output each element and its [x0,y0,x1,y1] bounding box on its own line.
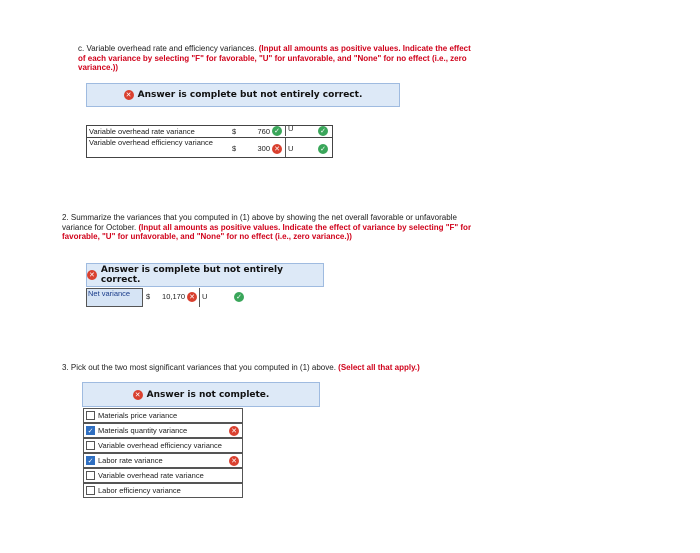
option-label: Variable overhead efficiency variance [98,441,222,450]
q2-text: Summarize the variances that you computed in (1) above by showing the net overall favorable or unfavorable variance for October. [62,213,457,232]
option-labor-rate[interactable] [83,453,243,468]
row-label-efficiency: Variable overhead efficiency variance [89,138,213,147]
option-label: Materials price variance [98,411,178,420]
banner-text: Answer is complete but not entirely correct. [100,265,283,285]
option-labor-efficiency[interactable] [83,483,243,498]
check-circle-icon: ✓ [318,126,328,136]
net-variance-label: Net variance [86,288,143,307]
check-circle-icon: ✓ [318,144,328,154]
option-label: Labor rate variance [98,456,163,465]
currency-symbol: $ [146,292,151,301]
option-materials-quantity[interactable] [83,423,243,438]
currency-symbol: $ [232,127,237,136]
checkbox-checked[interactable]: ✓ [87,457,94,465]
part-c-instruction: (Input all amounts as positive values. Indicate the effect of each variance by selecting "F" for favorable, "U" for unfavorable, and "None" for no effect (i.e., zero variance.)) [78,44,471,72]
q3-status-banner [82,382,320,407]
q3-question [62,363,482,373]
q2-number: 2. [62,213,69,222]
checkbox[interactable] [86,411,95,420]
x-circle-icon: ✕ [229,456,239,466]
row-label-rate: Variable overhead rate variance [89,127,195,136]
rate-effect-select[interactable]: U [285,125,316,136]
q3-instruction: (Select all that apply.) [338,363,420,372]
option-label: Variable overhead rate variance [98,471,204,480]
part-c-status-banner [86,83,400,107]
currency-symbol: $ [232,144,237,153]
efficiency-effect-select[interactable]: U [285,138,313,157]
q3-number: 3. [62,363,69,372]
checkbox[interactable] [86,441,95,450]
net-effect-select[interactable]: U [199,288,221,307]
option-vo-efficiency[interactable] [83,438,243,453]
part-c-lead: Variable overhead rate and efficiency variances. [86,44,257,53]
checkbox[interactable] [86,486,95,495]
option-label: Labor efficiency variance [98,486,181,495]
part-c-letter: c. [78,44,85,53]
x-circle-icon: ✕ [229,426,239,436]
x-circle-icon: ✕ [187,292,197,302]
banner-text: Answer is complete but not entirely correct. [137,90,363,100]
checkbox[interactable] [86,471,95,480]
net-variance-input[interactable]: 10,170 [162,292,185,301]
q2-question [62,213,472,242]
check-circle-icon: ✓ [272,126,282,136]
option-label: Materials quantity variance [98,426,188,435]
rate-variance-input[interactable]: 760 [257,127,270,136]
option-materials-price[interactable] [83,408,243,423]
x-circle-icon: ✕ [89,271,95,279]
q3-text: Pick out the two most significant variances that you computed in (1) above. [70,363,336,372]
x-circle-icon: ✕ [124,90,134,100]
x-circle-icon: ✕ [133,390,143,400]
banner-text: Answer is not complete. [146,389,270,400]
option-vo-rate[interactable] [83,468,243,483]
q2-instruction: (Input all amounts as positive values. Indicate the effect of variance by selecting "F" for favorable, "U" for unfavorable, and "None" for no effect (i.e., zero variance.)) [62,222,472,241]
part-c-question [78,44,478,73]
check-circle-icon: ✓ [234,292,244,302]
q2-status-banner [86,263,324,287]
checkbox-checked[interactable]: ✓ [87,427,94,435]
efficiency-variance-input[interactable]: 300 [257,144,270,153]
x-circle-icon: ✕ [272,144,282,154]
